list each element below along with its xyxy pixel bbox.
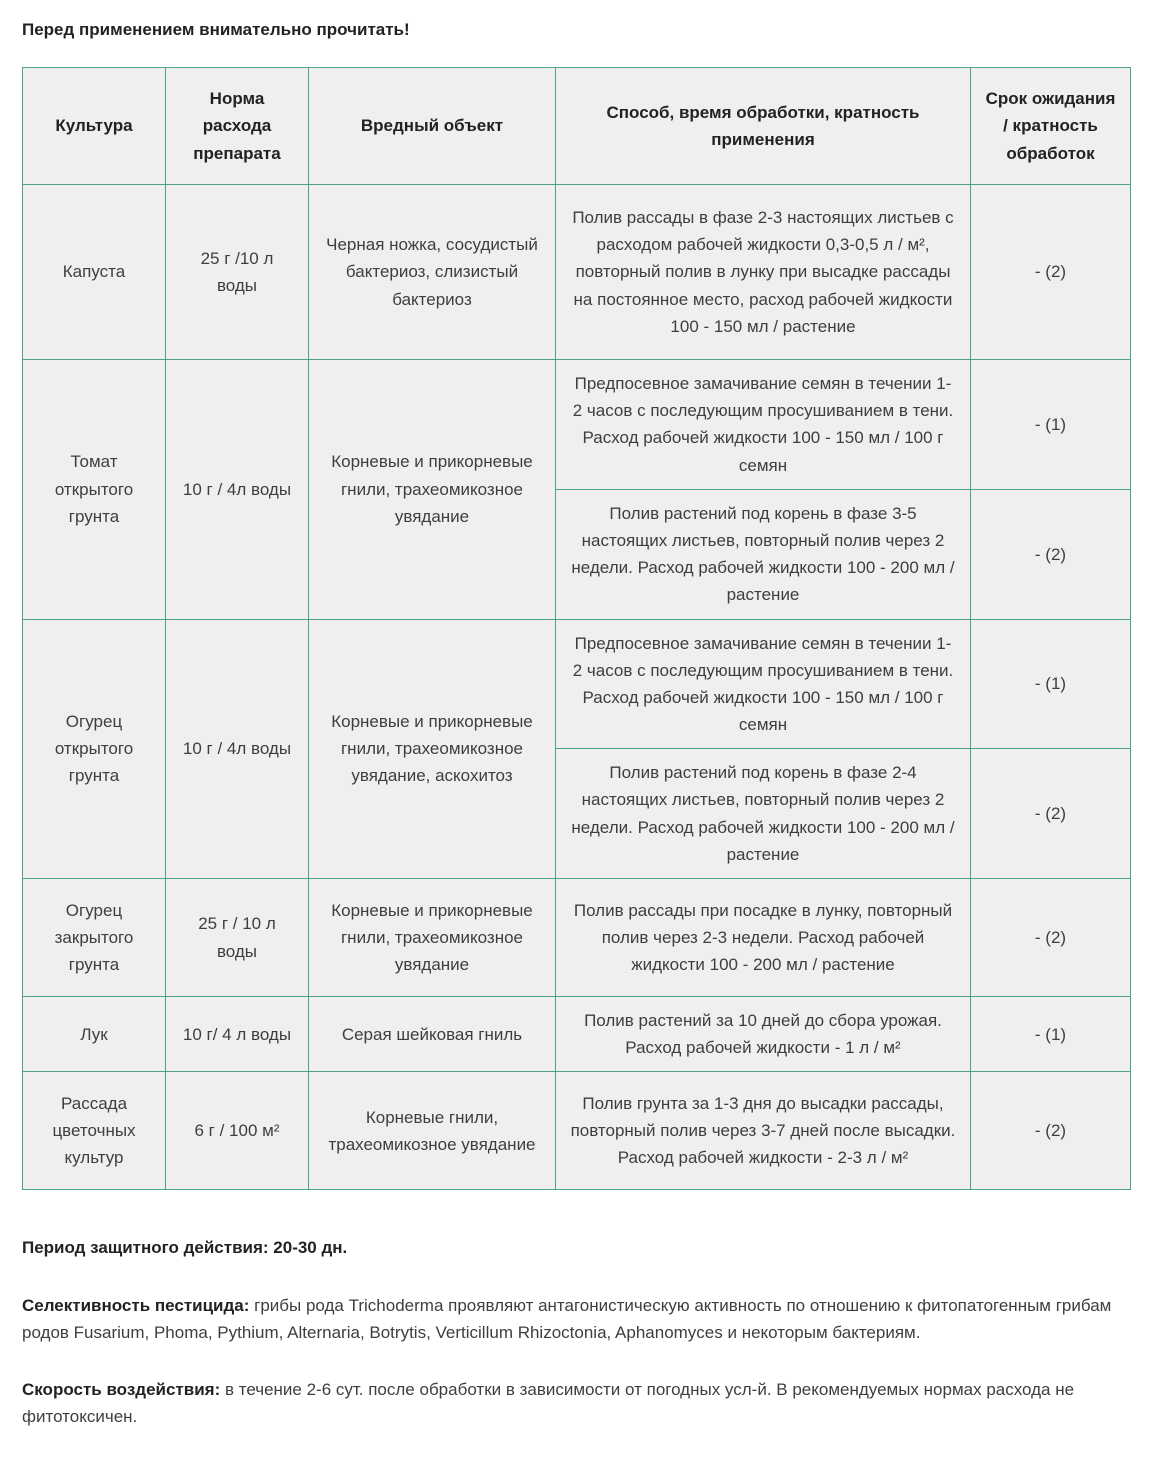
waiting-cell: - (2) <box>971 185 1131 360</box>
speed-of-action-note <box>22 1376 1138 1430</box>
header-rate: Норма расхода препарата <box>166 68 309 185</box>
pest-cell: Корневые и прикорневые гнили, трахеомикозное увядание <box>309 879 556 997</box>
waiting-cell: - (2) <box>971 879 1131 997</box>
pest-cell: Корневые и прикорневые гнили, трахеомикозное увядание <box>309 360 556 620</box>
read-before-use-notice: Перед применением внимательно прочитать! <box>22 20 410 39</box>
culture-cell: Огурец закрытого грунта <box>23 879 166 997</box>
waiting-cell: - (1) <box>971 360 1131 490</box>
table-header-row <box>23 68 1131 185</box>
waiting-cell: - (1) <box>971 997 1131 1072</box>
notes-section <box>22 1234 1138 1430</box>
rate-cell: 10 г / 4л воды <box>166 360 309 620</box>
pest-cell: Серая шейковая гниль <box>309 997 556 1072</box>
culture-cell: Огурец открытого грунта <box>23 619 166 879</box>
table-row <box>23 1072 1131 1190</box>
method-cell: Полив рассады в фазе 2-3 настоящих листьев с расходом рабочей жидкости 0,3-0,5 л / м², повторный полив в лунку при высадке рассады на постоянное место, расход рабочей жидкости 100 - 150 мл / растение <box>556 185 971 360</box>
culture-cell: Томат открытого грунта <box>23 360 166 620</box>
waiting-cell: - (1) <box>971 619 1131 749</box>
rate-cell: 10 г/ 4 л воды <box>166 997 309 1072</box>
table-row <box>23 619 1131 749</box>
pest-cell: Корневые гнили, трахеомикозное увядание <box>309 1072 556 1190</box>
selectivity-text: грибы рода Trichoderma проявляют антагонистическую активность по отношению к фитопатогенным грибам родов Fusarium, Phoma, Pythium, Alternaria, Botrytis, Verticillum Rhizoctonia, Aphanomyces и некоторым бактериям. <box>22 1295 1112 1342</box>
table-row <box>23 185 1131 360</box>
method-cell: Предпосевное замачивание семян в течении 1-2 часов с последующим просушиванием в тени. Расход рабочей жидкости 100 - 150 мл / 100 г семян <box>556 360 971 490</box>
application-table <box>22 67 1131 1190</box>
table-row <box>23 360 1131 490</box>
method-cell: Предпосевное замачивание семян в течении 1-2 часов с последующим просушиванием в тени. Расход рабочей жидкости 100 - 150 мл / 100 г семян <box>556 619 971 749</box>
rate-cell: 25 г / 10 л воды <box>166 879 309 997</box>
method-cell: Полив растений за 10 дней до сбора урожая. Расход рабочей жидкости - 1 л / м² <box>556 997 971 1072</box>
method-cell: Полив рассады при посадке в лунку, повторный полив через 2-3 недели. Расход рабочей жидкости 100 - 200 мл / растение <box>556 879 971 997</box>
header-culture: Культура <box>23 68 166 185</box>
pest-cell: Корневые и прикорневые гнили, трахеомикозное увядание, аскохитоз <box>309 619 556 879</box>
pest-cell: Черная ножка, сосудистый бактериоз, слизистый бактериоз <box>309 185 556 360</box>
table-row <box>23 879 1131 997</box>
speed-of-action-text: в течение 2-6 сут. после обработки в зависимости от погодных усл-й. В рекомендуемых нормах расхода не фитотоксичен. <box>22 1379 1075 1427</box>
selectivity-label: Селективность пестицида: <box>22 1295 250 1315</box>
method-cell: Полив растений под корень в фазе 3-5 настоящих листьев, повторный полив через 2 недели. Расход рабочей жидкости 100 - 200 мл / растение <box>556 489 971 619</box>
header-method: Способ, время обработки, кратность применения <box>556 68 971 185</box>
speed-of-action-label: Скорость воздействия: <box>22 1379 221 1399</box>
method-cell: Полив растений под корень в фазе 2-4 настоящих листьев, повторный полив через 2 недели. Расход рабочей жидкости 100 - 200 мл / растение <box>556 749 971 879</box>
culture-cell: Рассада цветочных культур <box>23 1072 166 1190</box>
method-cell: Полив грунта за 1-3 дня до высадки рассады, повторный полив через 3-7 дней после высадки. Расход рабочей жидкости - 2-3 л / м² <box>556 1072 971 1190</box>
culture-cell: Лук <box>23 997 166 1072</box>
waiting-cell: - (2) <box>971 1072 1131 1190</box>
table-row <box>23 997 1131 1072</box>
header-waiting: Срок ожидания / кратность обработок <box>971 68 1131 185</box>
waiting-cell: - (2) <box>971 749 1131 879</box>
rate-cell: 25 г /10 л воды <box>166 185 309 360</box>
protection-period-label: Период защитного действия: 20-30 дн. <box>22 1238 348 1258</box>
rate-cell: 6 г / 100 м² <box>166 1072 309 1190</box>
protection-period-note <box>22 1234 1138 1261</box>
header-pest: Вредный объект <box>309 68 556 185</box>
culture-cell: Капуста <box>23 185 166 360</box>
rate-cell: 10 г / 4л воды <box>166 619 309 879</box>
waiting-cell: - (2) <box>971 489 1131 619</box>
selectivity-note <box>22 1292 1138 1346</box>
